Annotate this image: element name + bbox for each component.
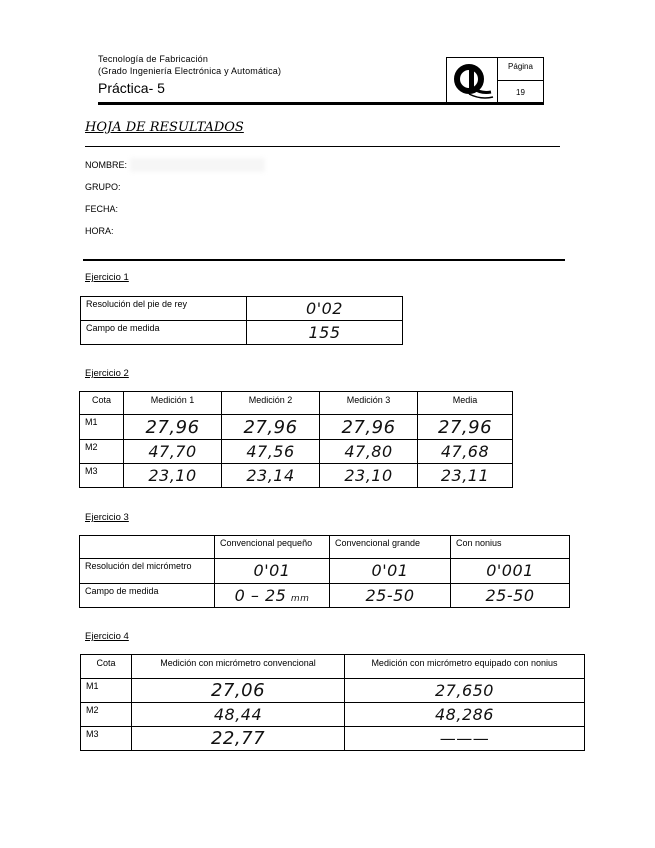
ej2-cell [222, 464, 320, 488]
ej1-label-campo: Campo de medida [81, 321, 247, 345]
ej4-header-cota: Cota [81, 655, 132, 679]
ej2-cota: M3 [80, 464, 124, 488]
ej4-cell [345, 679, 585, 703]
course-title: Tecnología de Fabricación [98, 54, 209, 64]
ej3-cell [330, 559, 451, 584]
ej2-cell [320, 415, 418, 440]
ej4-cell [345, 727, 585, 751]
hw-value: 27,96 [243, 416, 298, 438]
ej3-header-grande: Convencional grande [330, 536, 451, 559]
hw-value: 155 [308, 322, 341, 342]
ej2-header-med3: Medición 3 [320, 392, 418, 415]
ej2-cell [418, 415, 513, 440]
hora-label: HORA: [85, 226, 114, 236]
ej2-header-cota: Cota [80, 392, 124, 415]
table-row [81, 679, 585, 703]
hw-value: 0'02 [306, 298, 343, 318]
degree-title: (Grado Ingeniería Electrónica y Automática) [98, 66, 282, 76]
ej4-cell [132, 703, 345, 727]
ej4-cell [345, 703, 585, 727]
ej3-header-pequeno: Convencional pequeño [215, 536, 330, 559]
ej2-header-med1: Medición 1 [124, 392, 222, 415]
practica-title: Práctica- 5 [98, 80, 165, 96]
ej3-header-empty [80, 536, 215, 559]
hw-value: 0'01 [253, 561, 291, 580]
hw-value: 47,80 [344, 441, 393, 461]
ej4-cota: M1 [81, 679, 132, 703]
ej2-cell [124, 415, 222, 440]
hw-value: 25-50 [365, 585, 415, 605]
nombre-label: NOMBRE: [85, 160, 128, 170]
ej2-cell [222, 415, 320, 440]
pagina-label: Página [498, 58, 543, 81]
hw-value: 25-50 [485, 585, 535, 605]
table-row [81, 297, 403, 321]
ej3-cell [451, 559, 570, 584]
header-box [446, 57, 544, 104]
ej3-cell [330, 584, 451, 608]
ej2-title: Ejercicio 2 [85, 368, 129, 379]
ej3-title: Ejercicio 3 [85, 512, 129, 523]
hw-value: 27,96 [145, 416, 200, 438]
ej3-cell [215, 584, 330, 608]
ej1-label-resolucion: Resolución del pie de rey [81, 297, 247, 321]
ej2-cell [222, 440, 320, 464]
hw-value: 47,70 [148, 441, 197, 461]
table-row [80, 440, 513, 464]
table-row [81, 727, 585, 751]
hw-value: 48,44 [213, 704, 263, 724]
ej4-cell [132, 679, 345, 703]
ej3-cell [215, 559, 330, 584]
fecha-label: FECHA: [85, 204, 119, 214]
university-logo [447, 58, 498, 103]
ej2-table [79, 391, 513, 488]
form-rule [83, 259, 565, 261]
title-rule [85, 146, 560, 147]
ej4-header-convencional: Medición con micrómetro convencional [132, 655, 345, 679]
hw-value: 27,96 [341, 416, 396, 438]
table-row [80, 464, 513, 488]
hw-value: 27,650 [435, 680, 494, 700]
table-row [81, 703, 585, 727]
nombre-redacted [130, 158, 265, 172]
table-row [81, 321, 403, 345]
page-number: 19 [516, 88, 525, 97]
ej2-header-med2: Medición 2 [222, 392, 320, 415]
ej2-cell [418, 440, 513, 464]
ej3-label-campo: Campo de medida [80, 584, 215, 608]
hw-value: 23,14 [246, 465, 295, 485]
hw-value: 22,77 [210, 728, 266, 749]
ej1-table [80, 296, 403, 345]
ej2-cell [320, 440, 418, 464]
hw-value: 27,06 [210, 680, 266, 701]
hw-dash: ——— [439, 728, 490, 748]
ej1-value-resolucion [247, 297, 403, 321]
ej2-cell [320, 464, 418, 488]
ej4-table [80, 654, 585, 751]
ej2-cota: M1 [80, 415, 124, 440]
ej4-title: Ejercicio 4 [85, 631, 129, 642]
hw-value: 0'001 [486, 561, 534, 580]
hw-value: 23,10 [148, 465, 197, 485]
table-row [81, 655, 585, 679]
ej3-cell [451, 584, 570, 608]
ej2-cell [418, 464, 513, 488]
hw-value: 48,286 [435, 704, 494, 724]
ej2-cota: M2 [80, 440, 124, 464]
ej4-cota: M2 [81, 703, 132, 727]
grupo-label: GRUPO: [85, 182, 121, 192]
ej2-cell [124, 440, 222, 464]
ej3-header-nonius: Con nonius [451, 536, 570, 559]
ej2-header-media: Media [418, 392, 513, 415]
hw-value: 47,56 [246, 441, 295, 461]
ej1-value-campo [247, 321, 403, 345]
results-title: HOJA DE RESULTADOS [85, 120, 244, 135]
ej3-table [79, 535, 570, 608]
header-rule [98, 102, 544, 105]
ej1-title: Ejercicio 1 [85, 272, 129, 283]
ej2-cell [124, 464, 222, 488]
ej4-header-nonius: Medición con micrómetro equipado con nonius [345, 655, 585, 679]
ej3-label-resolucion: Resolución del micrómetro [80, 559, 215, 584]
table-row [80, 392, 513, 415]
ej4-cota: M3 [81, 727, 132, 751]
table-row [80, 584, 570, 608]
hw-unit: mm [290, 593, 310, 604]
hw-value: 27,96 [437, 416, 493, 438]
table-row [80, 536, 570, 559]
hw-value: 47,68 [440, 441, 490, 461]
hw-value: 23,10 [344, 465, 393, 485]
hw-value: 0 – 25 [234, 585, 287, 605]
ej4-cell [132, 727, 345, 751]
hw-value: 0'01 [371, 561, 409, 580]
hw-value: 23,11 [440, 465, 490, 485]
table-row [80, 415, 513, 440]
table-row [80, 559, 570, 584]
